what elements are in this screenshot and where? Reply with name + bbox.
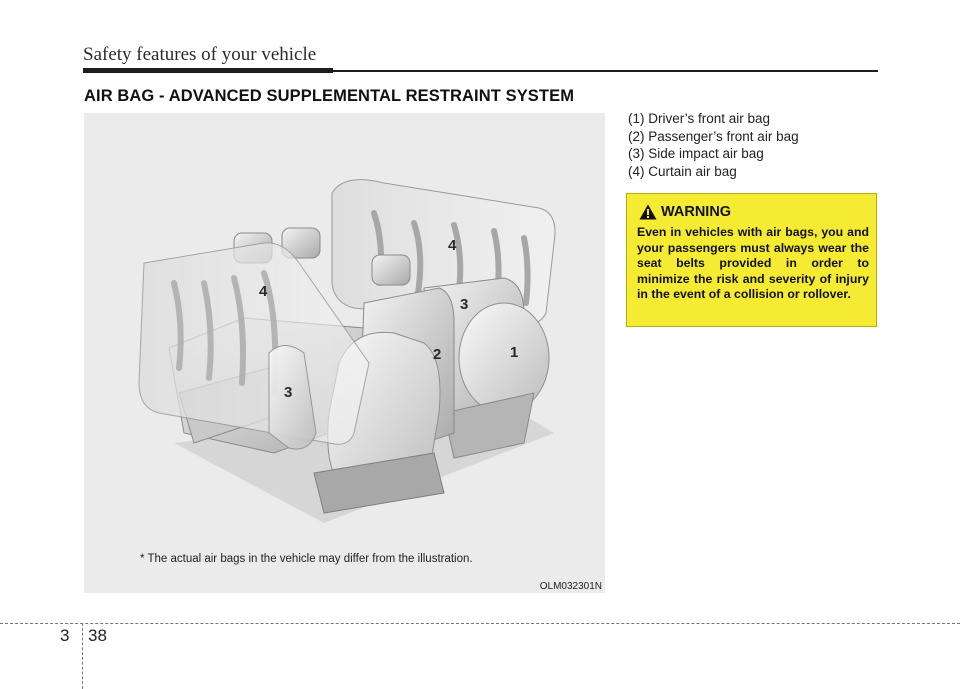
warning-title: WARNING — [661, 204, 732, 220]
warning-text: Even in vehicles with air bags, you and your passengers must always wear the seat belts provided in order to minimize the risk and severity of injury in the event of a collision or rollover. — [637, 225, 869, 301]
vehicle-seats-drawing — [84, 113, 605, 593]
airbag-legend — [628, 110, 799, 180]
callout-4-left: 4 — [259, 283, 268, 300]
callout-1: 1 — [510, 344, 519, 361]
legend-item: (4) Curtain air bag — [628, 163, 737, 179]
chapter-number: 3 — [60, 626, 70, 645]
running-header: Safety features of your vehicle — [83, 44, 317, 65]
figure-caption: * The actual air bags in the vehicle may differ from the illustration. — [140, 553, 473, 565]
legend-item: (2) Passenger’s front air bag — [628, 128, 799, 144]
airbag-illustration — [84, 113, 605, 593]
header-rule — [83, 68, 878, 73]
legend-item: (1) Driver’s front air bag — [628, 111, 771, 126]
callout-3-left: 3 — [284, 384, 293, 401]
footer-divider — [82, 623, 83, 689]
callout-2: 2 — [433, 346, 442, 363]
warning-triangle-icon — [639, 204, 657, 220]
page-number: 38 — [88, 626, 107, 645]
footer-rule — [0, 623, 960, 624]
callout-3-right: 3 — [460, 296, 469, 313]
warning-box — [626, 193, 877, 327]
section-heading: AIR BAG - ADVANCED SUPPLEMENTAL RESTRAINT SYSTEM — [84, 87, 575, 105]
figure-code: OLM032301N — [539, 581, 602, 592]
legend-item: (3) Side impact air bag — [628, 146, 764, 162]
callout-4-right: 4 — [448, 237, 457, 254]
